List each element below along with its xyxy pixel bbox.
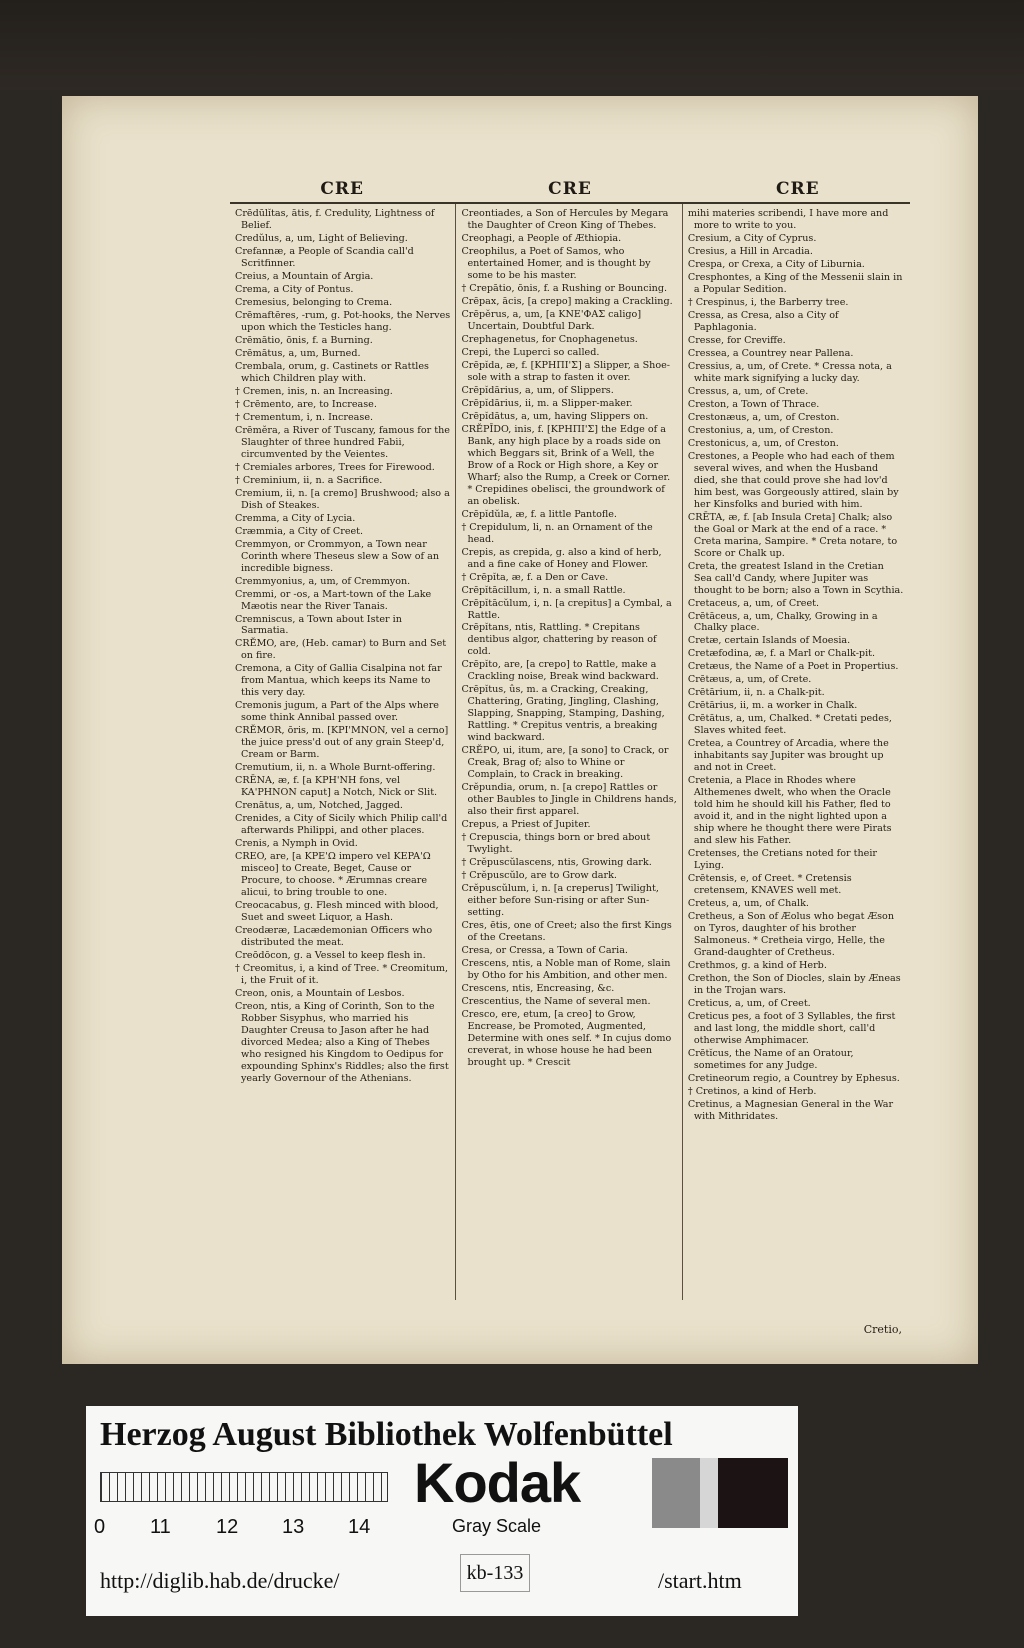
dictionary-entry: Crepis, as crepida, g. also a kind of herb, and a fine cake of Honey and Flower. [461,546,662,570]
book-cover-top [0,0,1024,90]
dictionary-entry: Creteus, a, um, of Chalk. [687,898,809,910]
dictionary-entry: Crenis, a Nymph in Ovid. [235,838,358,850]
dictionary-entry: † Crēpĭta, æ, f. a Den or Cave. [461,571,609,583]
dictionary-entry: Crēpĭdātus, a, um, having Slippers on. [461,410,649,422]
dictionary-entry: Crētensis, e, of Creet. * Cretensis cretensem, KNAVES well met. [687,873,852,897]
dictionary-entry: Cræmmia, a City of Creet. [235,525,364,537]
dictionary-entry: Creontiades, a Son of Hercules by Megara the Daughter of Creon King of Thebes. [461,208,669,231]
dictionary-entry: † Crepuscia, things born or bred about Twylight. [461,832,651,856]
black-swatch [718,1458,788,1528]
dictionary-entry: Cretea, a Countrey of Arcadia, where the inhabitants say Jupiter was brought up and not in Creet. [687,738,889,774]
dictionary-entry: Crētæus, a, um, of Crete. [687,674,812,686]
dictionary-entry: † Crepātio, ōnis, f. a Rushing or Bouncing. [461,282,668,294]
dictionary-entry: Crembala, orum, g. Castinets or Rattles which Children play with. [235,360,429,384]
column-3 [683,204,909,1300]
library-title: Herzog August Bibliothek Wolfenbüttel [100,1416,673,1453]
dictionary-entry: † Creminium, ii, n. a Sacrifice. [235,474,383,486]
dictionary-entry: Cremonis jugum, a Part of the Alps where some think Annibal passed over. [235,700,439,724]
dictionary-entry: Crētārium, ii, n. a Chalk-pit. [687,687,825,699]
dictionary-entry: † Crēmento, are, to Increase. [235,398,377,410]
dictionary-entry: Crepus, a Priest of Jupiter. [461,819,591,831]
dictionary-entry: Cressus, a, um, of Crete. [687,385,809,397]
ruler-number: 11 [150,1516,171,1538]
dictionary-entry: Creticus pes, a foot of 3 Syllables, the first and last long, the middle short, call'd otherwise Amphimacer. [687,1011,896,1046]
dictionary-entry: mihi materies scribendi, I have more and more to write to you. [687,208,889,231]
dictionary-entry: Creticus, a, um, of Creet. [687,998,811,1010]
dictionary-entry: Creodæræ, Lacædemonian Officers who distributed the meat. [235,925,433,949]
dictionary-entry: Crēpĭtus, ûs, m. a Cracking, Creaking, Chattering, Grating, Jingling, Clashing, Slapping, Snapping, Stamping, Dashing, Rattling. * Crepitus ventris, a breaking wind backward. [461,684,665,744]
dictionary-entry: Creophilus, a Poet of Samos, who entertained Homer, and is thought by some to be his master. [461,245,651,281]
dictionary-entry: † Creomitus, i, a kind of Tree. * Creomitum, i, the Fruit of it. [235,963,449,987]
dictionary-entry: CRĔMO, are, (Heb. camar) to Burn and Set on fire. [235,638,447,662]
dictionary-entry: CRĔPO, ui, itum, are, [a sono] to Crack, or Creak, Brag of; also to Whine or Complain, to Crack in breaking. [461,745,669,781]
dictionary-entry: Cresphontes, a King of the Messenii slain in a Popular Sedition. [687,271,903,295]
url-right: /start.htm [658,1568,742,1593]
dictionary-entry: † Cremen, inis, n. an Increasing. [235,385,393,397]
dictionary-entry: Crētārius, ii, m. a worker in Chalk. [687,700,858,712]
ruler-number: 12 [216,1516,239,1538]
kodak-logo: Kodak [414,1451,581,1514]
dictionary-entry: Crestonicus, a, um, of Creston. [687,437,839,449]
dictionary-entry: Crēpĭtācŭlum, i, n. [a crepitus] a Cymbal, a Rattle. [461,597,672,621]
dictionary-entry: Crespa, or Crexa, a City of Liburnia. [687,258,865,270]
dictionary-entry: Crethmos, g. a kind of Herb. [687,960,827,972]
dictionary-entry: † Cretinos, a kind of Herb. [687,1085,817,1097]
dictionary-entry: Cremmyonius, a, um, of Cremmyon. [235,575,411,587]
dictionary-entry: Crefannæ, a People of Scandia call'd Scritfinner. [235,245,414,269]
gray-scale-label: Gray Scale [452,1516,542,1536]
dictionary-page [62,96,978,1364]
dictionary-entry: Creta, the greatest Island in the Cretian Sea call'd Candy, where Jupiter was thought to be born; also a Town in Scythia. [687,560,904,596]
dictionary-entry: Creon, onis, a Mountain of Lesbos. [235,988,405,1000]
dictionary-entry: Cretinus, a Magnesian General in the War with Mithridates. [687,1098,894,1122]
code-box: kb-133 [460,1554,530,1592]
dictionary-entry: Crēpĭdārius, ii, m. a Slipper-maker. [461,397,633,409]
dictionary-entry: Credŭlus, a, um, Light of Believing. [235,232,408,244]
dictionary-entry: Cremmyon, or Crommyon, a Town near Corinth where Theseus slew a Sow of an incredible bigness. [235,538,440,574]
dictionary-entry: Cresse, for Creviffe. [687,334,786,346]
page-content [230,176,910,1356]
running-heads [230,176,910,204]
dictionary-entry: Crescentius, the Name of several men. [461,996,651,1008]
dictionary-entry: Creōdōcon, g. a Vessel to keep flesh in. [235,950,426,962]
dictionary-entry: Crēpĭdŭla, æ, f. a little Pantofle. [461,508,617,520]
dictionary-entry: Cremona, a City of Gallia Cisalpina not far from Mantua, which keeps its Name to this very day. [235,663,442,699]
dictionary-entry: Crēpĭdārius, a, um, of Slippers. [461,384,614,396]
dictionary-entry: Cretenses, the Cretians noted for their Lying. [687,848,877,872]
dictionary-entry: Crēmaftēres, -rum, g. Pot-hooks, the Nerves upon which the Testicles hang. [235,309,451,333]
dictionary-entry: Crestones, a People who had each of them several wives, and when the Husband died, she that could prove she had lov'd him best, was Gorgeously attired, slain by her Kinsfolks and buried with him. [687,450,899,510]
dictionary-entry: Crēpax, ācis, [a crepo] making a Crackling. [461,295,673,307]
dictionary-entry: Crethon, the Son of Diocles, slain by Æneas in the Trojan wars. [687,973,901,997]
dictionary-entry: Cretheus, a Son of Æolus who begat Æson on Tyros, daughter of his brother Salmoneus. * Cretheia virgo, Helle, the Grand-daughter of Cretheus. [687,911,894,959]
ruler-number: 13 [282,1516,305,1538]
dictionary-entry: Creon, ntis, a King of Corinth, Son to the Robber Sisyphus, who married his Daughter Creusa to Jason after he had divorced Medea; also a King of Thebes who resigned his Kingdom to Oedipus for expounding Sphinx's Riddles; also the first yearly Governour of the Athenians. [235,1001,449,1084]
dictionary-entry: Crēmātio, ōnis, f. a Burning. [235,334,373,346]
dictionary-entry: Cresco, ere, etum, [a creo] to Grow, Encrease, be Promoted, Augmented, Determine with ones self. * In cujus domo creverat, in whose house he had been brought up. * Crescit [461,1009,672,1068]
dictionary-entry: † Crespinus, i, the Barberry tree. [687,296,849,308]
dictionary-entry: Cressius, a, um, of Crete. * Cressa nota, a white mark signifying a lucky day. [687,360,892,384]
dictionary-entry: Crēpĭtans, ntis, Rattling. * Crepitans dentibus algor, chattering by reason of cold. [461,622,657,658]
dictionary-entry: Crēdūlĭtas, ātis, f. Credulity, Lightness of Belief. [235,208,435,231]
dictionary-entry: Crescens, ntis, Encreasing, &c. [461,983,615,995]
dictionary-entry: Crenātus, a, um, Notched, Jagged. [235,800,403,812]
dictionary-entry: Crenides, a City of Sicily which Philip call'd afterwards Philippi, and other places. [235,813,448,837]
running-head-right: CRE [775,179,820,199]
dictionary-entry: Creius, a Mountain of Argia. [235,270,374,282]
catchword: Cretio, [863,1323,902,1336]
dictionary-entry: Cretaceus, a, um, of Creet. [687,597,820,609]
running-head-center: CRE [548,179,592,199]
dictionary-entry: Cresius, a Hill in Arcadia. [687,245,813,257]
dictionary-entry: CRĒNA, æ, f. [a KPH'NH fons, vel KA'PHNON caput] a Notch, Nick or Slit. [235,775,438,799]
dictionary-entry: CRĔPĪDO, inis, f. [KPHΠΙ'Σ] the Edge of a Bank, any high place by a roads side on which Beggars sit, Brink of a Well, the Brow of a Rock or High shore, a Key or Wharf; also the Rump, a Creek or Corner. * Crepidines obelisci, the groundwork of an obelisk. [461,423,671,507]
columns [230,204,910,1300]
dictionary-entry: † Crĕpuscŭlascens, ntis, Growing dark. [461,857,652,869]
dictionary-entry: CREO, are, [a KPE'Ω impero vel KEPA'Ω misceo] to Create, Beget, Cause or Procure, to choose. * Ærumnas creare alicui, to bring trouble to one. [235,851,431,899]
dictionary-entry: Crētāceus, a, um, Chalky, Growing in a Chalky place. [687,610,878,634]
dictionary-entry: Cremium, ii, n. [a cremo] Brushwood; also a Dish of Steakes. [235,487,450,511]
ruler-number: 0 [94,1516,106,1538]
dictionary-entry: Crēmātus, a, um, Burned. [235,347,361,359]
dictionary-entry: Cremmi, or -os, a Mart-town of the Lake Mæotis near the River Tanais. [235,588,432,612]
ruler-scale [100,1472,388,1502]
dictionary-entry: Cremniscus, a Town about Ister in Sarmatia. [235,613,402,637]
dictionary-entry: Crēpĭda, æ, f. [KPHΠΙ'Σ] a Slipper, a Shoe-sole with a strap to fasten it over. [461,359,671,383]
dictionary-entry: † Crepidulum, li, n. an Ornament of the head. [461,521,653,545]
dictionary-entry: Creocacabus, g. Flesh minced with blood, Suet and sweet Liquor, a Hash. [235,900,439,924]
dictionary-entry: Cremutium, ii, n. a Whole Burnt-offering. [235,762,436,774]
dictionary-entry: † Cremiales arbores, Trees for Firewood. [235,461,435,473]
url-left: http://diglib.hab.de/drucke/ [100,1568,340,1593]
dictionary-entry: Crēpĭto, are, [a crepo] to Rattle, make a Crackling noise, Break wind backward. [461,659,659,683]
dictionary-entry: Cres, ētis, one of Creet; also the first Kings of the Creetans. [461,920,672,944]
dictionary-entry: CRĔMOR, ōris, m. [KPI'MNON, vel a cerno] the juice press'd out of any grain Steep'd, Cream or Barm. [235,725,449,761]
dictionary-entry: Cretenia, a Place in Rhodes where Althemenes dwelt, who when the Oracle told him he should kill his Father, fled to avoid it, and in the night lighted upon a ship where he thought there were Pirats and slew his Father. [687,775,892,847]
column-1 [230,204,456,1300]
dictionary-entry: Crescens, ntis, a Noble man of Rome, slain by Otho for his Ambition, and other men. [461,958,671,982]
dictionary-entry: Cressea, a Countrey near Pallena. [687,347,854,359]
dictionary-entry: Creophagi, a People of Æthiopia. [461,232,622,244]
target-card [86,1406,798,1616]
dictionary-entry: Cretæ, certain Islands of Moesia. [687,635,851,647]
dictionary-entry: Creston, a Town of Thrace. [687,398,820,410]
running-head-left: CRE [320,179,364,199]
dictionary-entry: Crestonius, a, um, of Creston. [687,424,834,436]
dictionary-entry: † Crementum, i, n. Increase. [235,411,374,423]
dictionary-entry: Cremma, a City of Lycia. [235,512,356,524]
dictionary-entry: Crema, a City of Pontus. [235,283,354,295]
dictionary-entry: Cresa, or Cressa, a Town of Caria. [461,945,628,957]
dictionary-entry: † Crĕpuscŭlo, are to Grow dark. [461,870,617,882]
dictionary-entry: Crĕpuscŭlum, i, n. [a creperus] Twilight, either before Sun-rising or after Sun-setting. [461,883,659,919]
dictionary-entry: Cretæus, the Name of a Poet in Propertius. [687,661,899,673]
dictionary-entry: Crēmĕra, a River of Tuscany, famous for the Slaughter of three hundred Fabii, circumvented by the Veientes. [235,424,450,460]
dictionary-entry: Crestonæus, a, um, of Creston. [687,411,840,423]
dictionary-entry: Crēpĭtācillum, i, n. a small Rattle. [461,584,626,596]
dictionary-entry: Cresium, a City of Cyprus. [687,232,817,244]
dictionary-entry: Cressa, as Cresa, also a City of Paphlagonia. [687,309,839,333]
dictionary-entry: Crepi, the Luperci so called. [461,346,600,358]
dictionary-entry: CRĒTA, æ, f. [ab Insula Creta] Chalk; also the Goal or Mark at the end of a race. * Creta marina, Sampire. * Creta notare, to Score or Chalk up. [687,511,898,559]
dictionary-entry: Cremesius, belonging to Crema. [235,296,393,308]
light-swatch [700,1458,718,1528]
dictionary-entry: Cretineorum regio, a Countrey by Ephesus. [687,1072,900,1084]
dictionary-entry: Crēpĕrus, a, um, [a KNE'ΦAΣ caligo] Uncertain, Doubtful Dark. [461,308,642,332]
column-2 [456,204,682,1300]
dictionary-entry: Crētĭcus, the Name of an Oratour, sometimes for any Judge. [687,1047,854,1071]
dictionary-entry: Crĕpundia, orum, n. [a crepo] Rattles or other Baubles to Jingle in Childrens hands, also their first apparel. [461,782,677,818]
dictionary-entry: Crephagenetus, for Cnophagenetus. [461,333,638,345]
dictionary-entry: Cretæfodina, æ, f. a Marl or Chalk-pit. [687,648,876,660]
ruler-number: 14 [348,1516,371,1538]
dictionary-entry: Crētātus, a, um, Chalked. * Cretati pedes, Slaves whited feet. [687,713,892,737]
